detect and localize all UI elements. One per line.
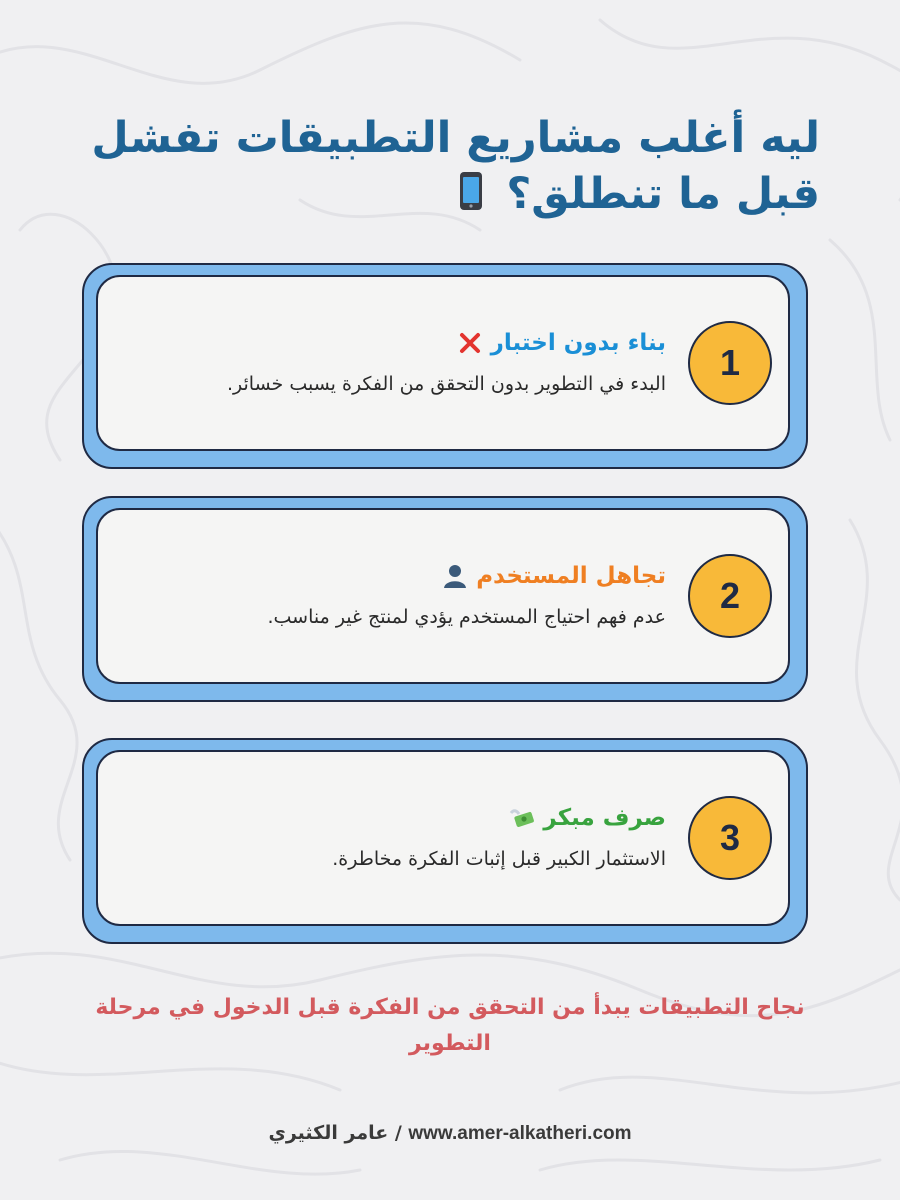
card-inner-panel <box>96 750 790 926</box>
website-link[interactable]: www.amer-alkatheri.com <box>408 1123 632 1144</box>
card-heading-label: صرف مبكر <box>543 805 666 831</box>
credit-line <box>0 1122 900 1145</box>
reason-card-1 <box>82 263 808 469</box>
card-heading <box>106 326 666 360</box>
card-text <box>106 326 666 400</box>
user-silhouette-icon <box>442 563 468 589</box>
number-badge: 3 <box>688 796 772 880</box>
number-badge: 1 <box>688 321 772 405</box>
card-heading-label: بناء بدون اختبار <box>490 330 666 356</box>
card-text <box>106 559 666 633</box>
mobile-phone-icon <box>459 169 483 225</box>
card-heading-label: تجاهل المستخدم <box>476 563 666 589</box>
card-description: الاستثمار الكبير قبل إثبات الفكرة مخاطرة. <box>332 848 666 870</box>
reason-card-3 <box>82 738 808 944</box>
number-badge: 2 <box>688 554 772 638</box>
card-description: عدم فهم احتياج المستخدم يؤدي لمنتج غير مناسب. <box>267 606 666 628</box>
title-text: ليه أغلب مشاريع التطبيقات تفشل قبل ما تنطلق؟ <box>91 113 820 219</box>
footer-note: نجاح التطبيقات يبدأ من التحقق من الفكرة قبل الدخول في مرحلة التطوير <box>95 995 805 1056</box>
credit-separator: / <box>388 1122 409 1144</box>
reason-card-2 <box>82 496 808 702</box>
page-title <box>60 110 820 225</box>
card-inner-panel <box>96 275 790 451</box>
author-name: عامر الكثيري <box>268 1122 389 1144</box>
card-description: البدء في التطوير بدون التحقق من الفكرة يسبب خسائر. <box>226 373 666 395</box>
card-text <box>106 801 666 875</box>
card-heading <box>106 801 666 835</box>
cross-mark-icon <box>457 330 483 356</box>
card-inner-panel <box>96 508 790 684</box>
money-with-wings-icon <box>509 805 535 831</box>
card-heading <box>106 559 666 593</box>
